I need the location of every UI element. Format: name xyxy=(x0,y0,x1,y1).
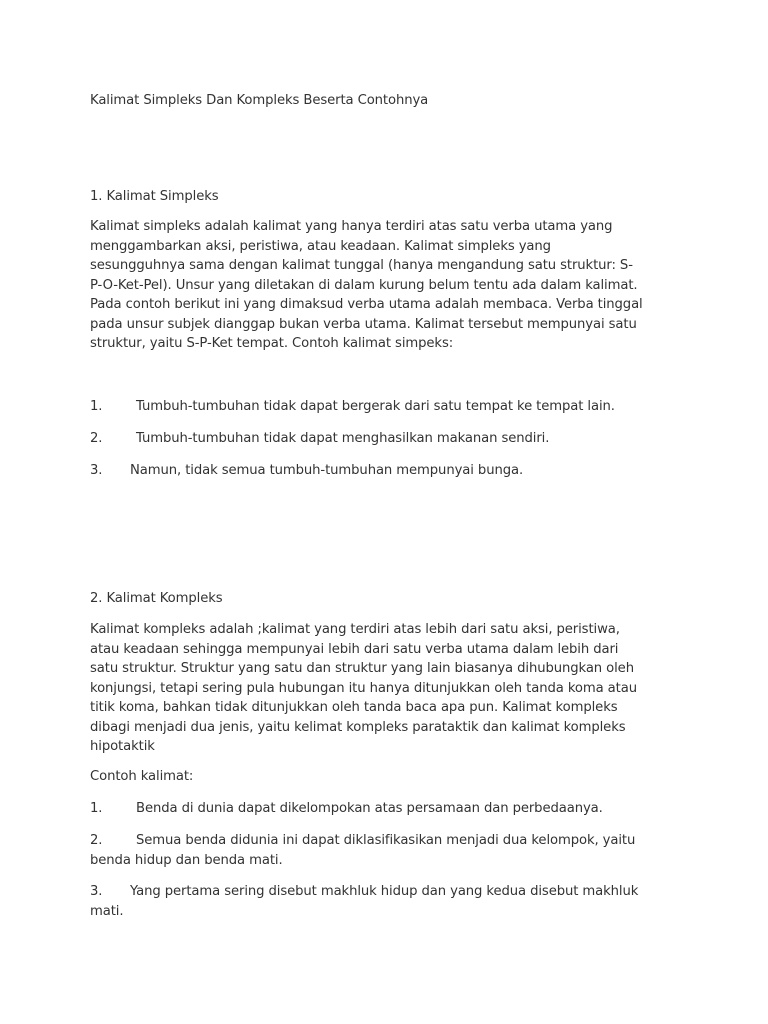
list-text: Yang pertama sering disebut makhluk hidup dan yang kedua disebut makhluk xyxy=(130,884,639,899)
list-text: Tumbuh-tumbuhan tidak dapat bergerak dari satu tempat ke tempat lain. xyxy=(136,399,615,414)
list-item xyxy=(90,831,680,870)
paragraph-simpleks xyxy=(90,217,680,354)
section-heading-simpleks: 1. Kalimat Simpleks xyxy=(90,189,219,204)
list-number: 3. xyxy=(90,884,103,899)
paragraph-line: hipotaktik xyxy=(90,739,155,754)
list-text: Tumbuh-tumbuhan tidak dapat menghasilkan makanan sendiri. xyxy=(136,431,550,446)
list-item xyxy=(90,882,680,921)
paragraph-line: pada unsur subjek dianggap bukan verba utama. Kalimat tersebut mempunyai satu xyxy=(90,316,637,332)
list-item xyxy=(90,799,680,819)
list-text: Semua benda didunia ini dapat diklasifikasikan menjadi dua kelompok, yaitu xyxy=(136,833,636,848)
paragraph-line: Pada contoh berikut ini yang dimaksud verba utama adalah membaca. Verba tinggal xyxy=(90,297,643,312)
document-title: Kalimat Simpleks Dan Kompleks Beserta Contohnya xyxy=(90,93,429,108)
paragraph-line: Kalimat simpleks adalah kalimat yang hanya terdiri atas satu verba utama yang xyxy=(90,219,613,234)
paragraph-kompleks xyxy=(90,620,680,757)
section-heading-kompleks: 2. Kalimat Kompleks xyxy=(90,591,223,606)
paragraph-line: struktur, yaitu S-P-Ket tempat. Contoh kalimat simpeks: xyxy=(90,336,454,351)
list-number: 2. xyxy=(90,833,103,848)
list-text-continuation: mati. xyxy=(90,903,124,919)
paragraph-line: dibagi menjadi dua jenis, yaitu kelimat kompleks parataktik dan kalimat kompleks xyxy=(90,719,626,735)
paragraph-line: titik koma, bahkan tidak ditunjukkan oleh tanda baca apa pun. Kalimat kompleks xyxy=(90,700,618,715)
examples-label: Contoh kalimat: xyxy=(90,769,194,784)
paragraph-line: sesungguhnya sama dengan kalimat tunggal (hanya mengandung satu struktur: S- xyxy=(90,258,633,273)
paragraph-line: atau keadaan sehingga mempunyai lebih dari satu verba utama dalam lebih dari xyxy=(90,641,619,657)
list-number: 2. xyxy=(90,431,103,446)
list-text: Benda di dunia dapat dikelompokan atas persamaan dan perbedaanya. xyxy=(136,801,603,816)
paragraph-line: menggambarkan aksi, peristiwa, atau keadaan. Kalimat simpleks yang xyxy=(90,238,551,254)
paragraph-line: P-O-Ket-Pel). Unsur yang diletakan di dalam kurung belum tentu ada dalam kalimat. xyxy=(90,277,638,293)
paragraph-line: Kalimat kompleks adalah ;kalimat yang terdiri atas lebih dari satu aksi, peristiwa, xyxy=(90,622,620,637)
list-text: Namun, tidak semua tumbuh-tumbuhan mempunyai bunga. xyxy=(130,463,524,478)
paragraph-line: konjungsi, tetapi sering pula hubungan itu hanya ditunjukkan oleh tanda koma atau xyxy=(90,680,637,696)
list-item xyxy=(90,461,680,481)
list-number: 3. xyxy=(90,463,103,478)
paragraph-line: satu struktur. Struktur yang satu dan struktur yang lain biasanya dihubungkan oleh xyxy=(90,661,634,676)
list-number: 1. xyxy=(90,399,103,414)
list-item xyxy=(90,429,680,449)
list-item xyxy=(90,397,680,417)
list-number: 1. xyxy=(90,801,103,816)
list-text-continuation: benda hidup dan benda mati. xyxy=(90,852,283,868)
